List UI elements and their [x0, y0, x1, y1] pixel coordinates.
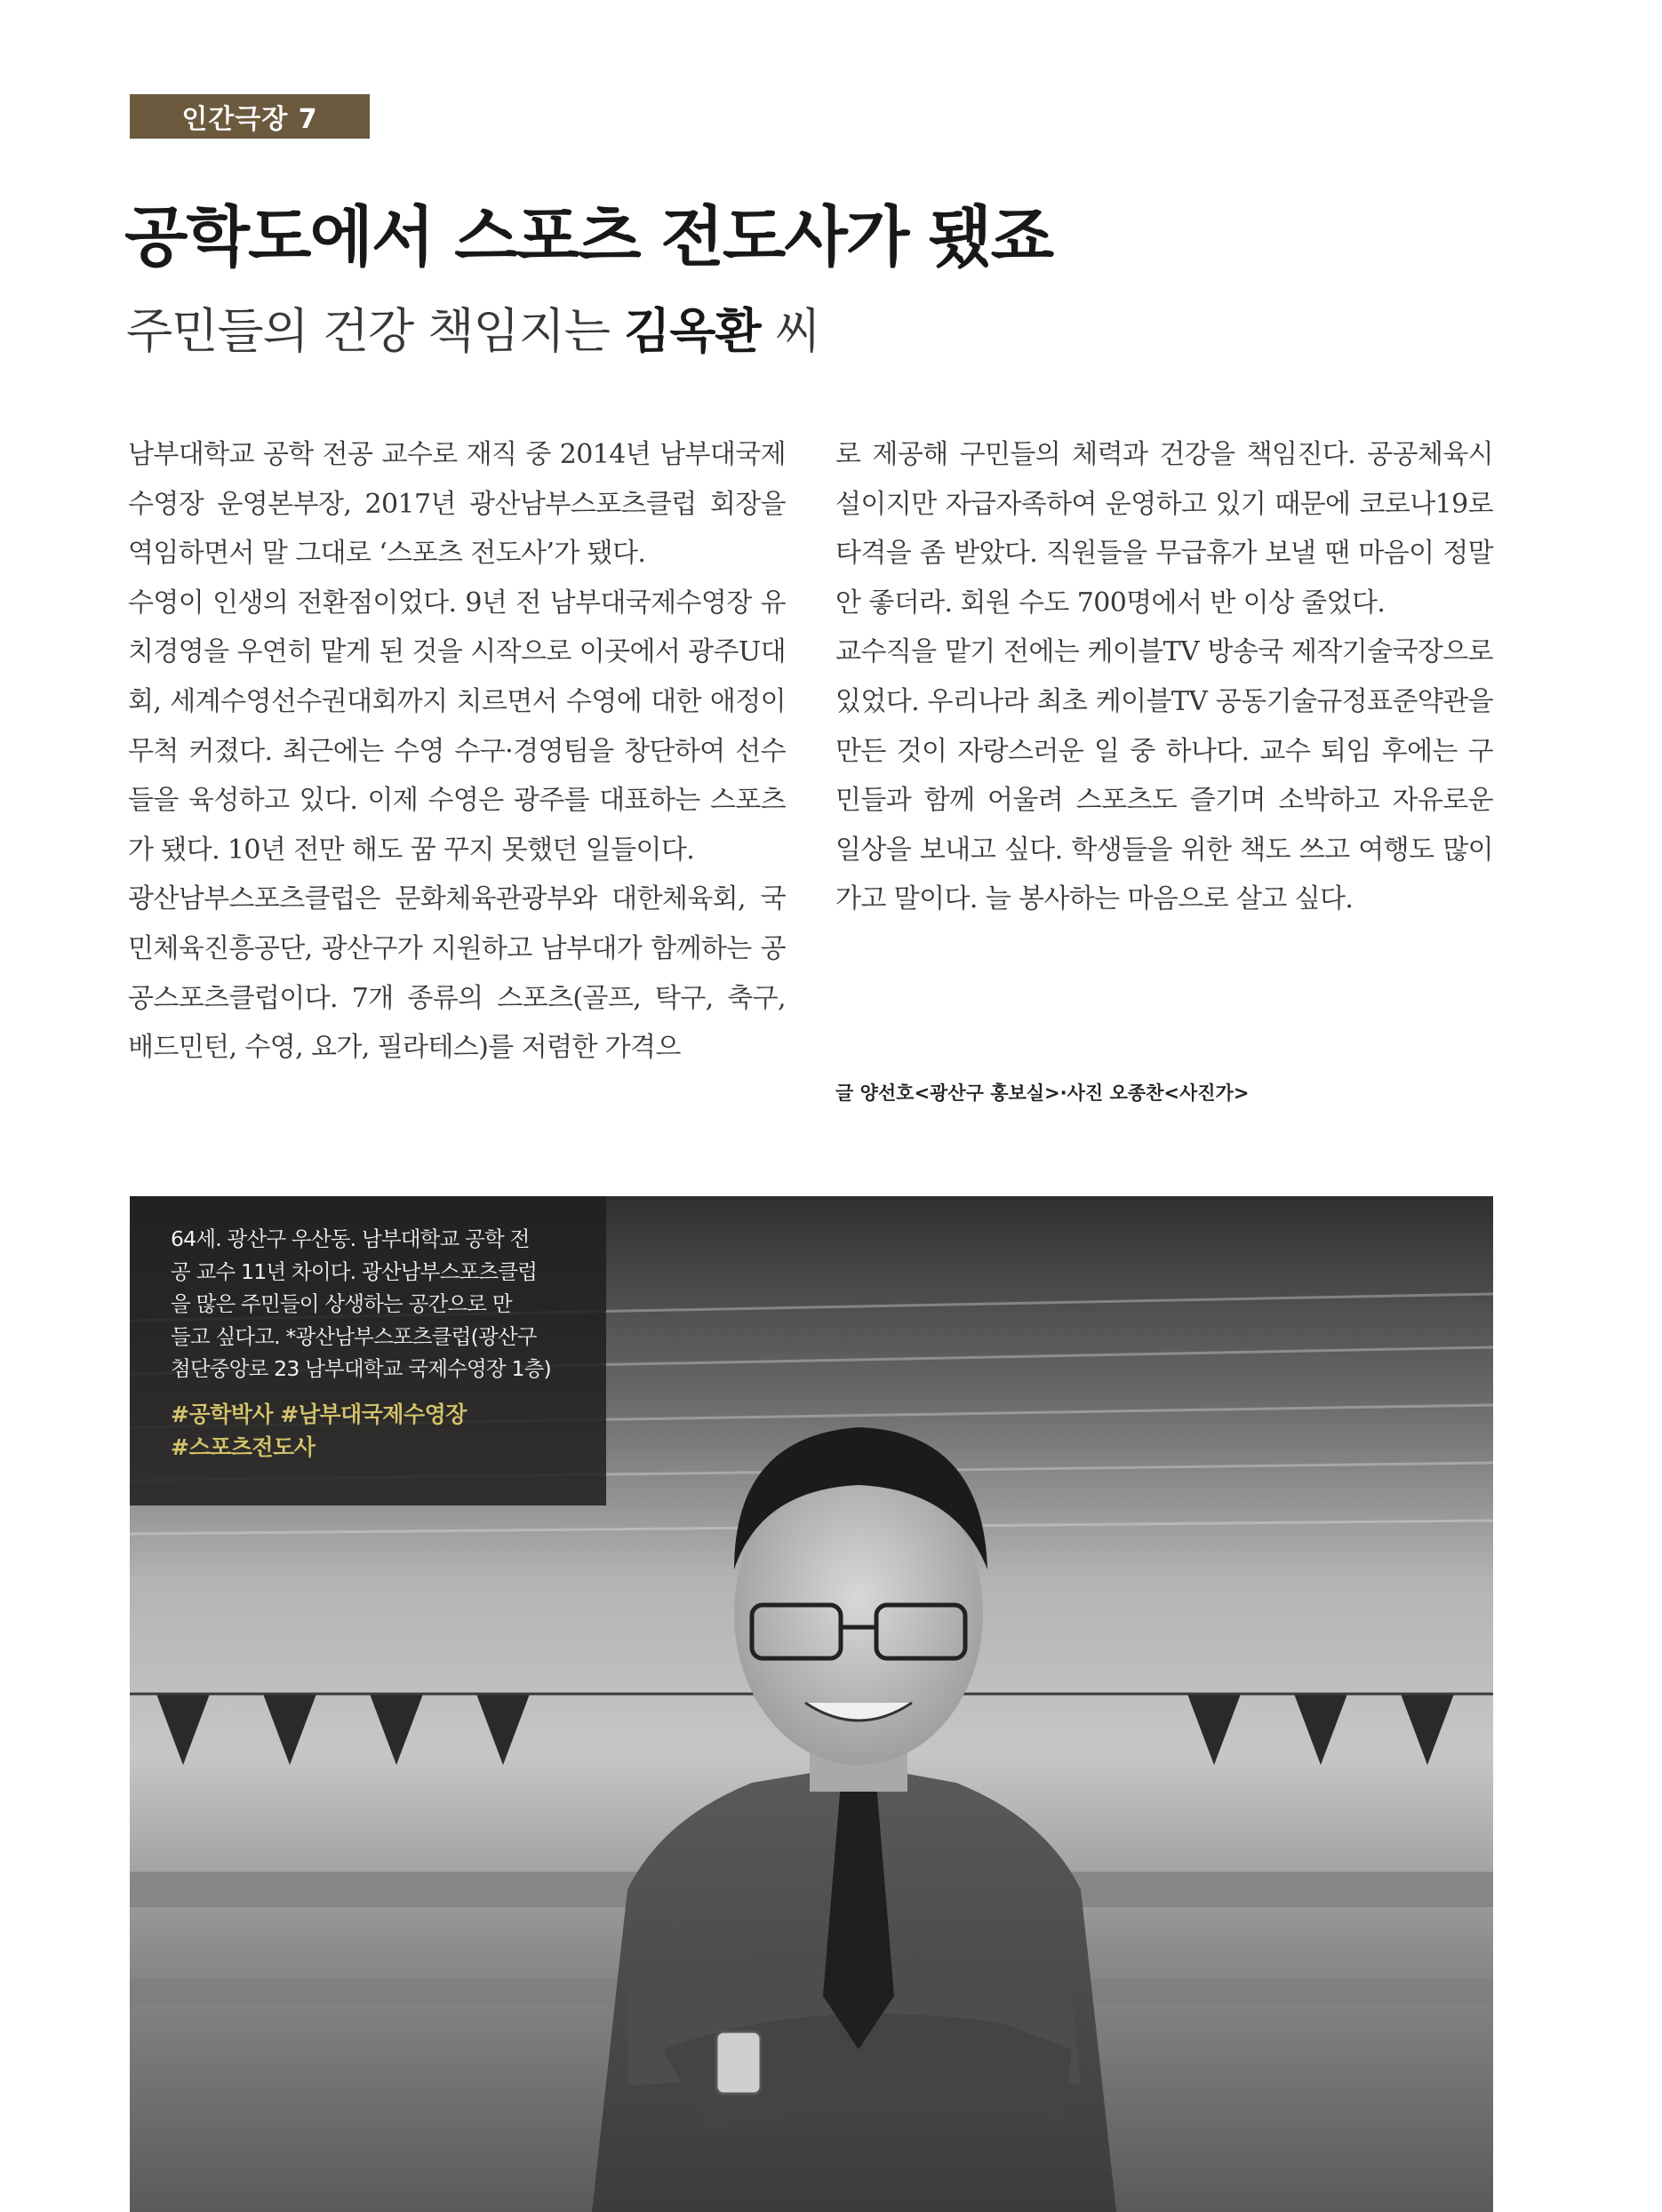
- body-paragraph: 남부대학교 공학 전공 교수로 재직 중 2014년 남부대국제수영장 운영본부장, 2017년 광산남부스포츠클럽 회장을 역임하면서 말 그대로 ‘스포츠 전도사’가 됐다.: [128, 439, 786, 570]
- caption-line: 공 교수 11년 차이다. 광산남부스포츠클럽: [171, 1258, 538, 1284]
- photo-caption-box: [130, 1196, 606, 1505]
- headline: 공학도에서 스포츠 전도사가 됐죠: [124, 199, 1053, 276]
- subhead: [126, 300, 1548, 363]
- caption-hashtags: [171, 1398, 585, 1464]
- hashtag-line: #스포츠전도사: [171, 1433, 316, 1460]
- byline: 글 양선호<광산구 홍보실>·사진 오종찬<사진가>: [835, 1082, 1250, 1104]
- body-paragraph: 광산남부스포츠클럽은 문화체육관광부와 대한체육회, 국민체육진흥공단, 광산구가 지원하고 남부대가 함께하는 공공스포츠클럽이다. 7개 종류의 스포츠(골프, 탁구, 축구, 배드민턴, 수영, 요가, 필라테스)를 저렴한 가격으: [128, 883, 786, 1064]
- subhead-lead: 주민들의 건강 책임지는: [126, 303, 625, 359]
- body-column-left: [128, 430, 786, 1073]
- caption-line: 을 많은 주민들이 상생하는 공간으로 만: [171, 1291, 512, 1316]
- body-column-right: [835, 430, 1493, 924]
- caption-line: 들고 싶다고. *광산남부스포츠클럽(광산구: [171, 1323, 537, 1349]
- body-paragraph: 수영이 인생의 전환점이었다. 9년 전 남부대국제수영장 유치경영을 우연히 맡게 된 것을 시작으로 이곳에서 광주U대회, 세계수영선수권대회까지 치르면서 수영에 대한 애정이 무척 커졌다. 최근에는 수영 수구·경영팀을 창단하여 선수들을 육성하고 있다. 이제 수영은 광주를 대표하는 스포츠가 됐다. 10년 전만 해도 꿈 꾸지 못했던 일들이다.: [128, 587, 786, 866]
- caption-text: [171, 1223, 585, 1385]
- section-tag: 인간극장 7: [130, 94, 370, 139]
- caption-line: 첨단중앙로 23 남부대학교 국제수영장 1층): [171, 1356, 551, 1381]
- body-paragraph: 교수직을 맡기 전에는 케이블TV 방송국 제작기술국장으로 있었다. 우리나라 최초 케이블TV 공동기술규정표준약관을 만든 것이 자랑스러운 일 중 하나다. 교수 퇴임 후에는 구민들과 함께 어울려 스포츠도 즐기며 소박하고 자유로운 일상을 보내고 싶다. 학생들을 위한 책도 쓰고 여행도 많이 가고 말이다. 늘 봉사하는 마음으로 살고 싶다.: [835, 636, 1493, 915]
- body-paragraph: 로 제공해 구민들의 체력과 건강을 책임진다. 공공체육시설이지만 자급자족하여 운영하고 있기 때문에 코로나19로 타격을 좀 받았다. 직원들을 무급휴가 보낼 땐 마음이 정말 안 좋더라. 회원 수도 700명에서 반 이상 줄었다.: [835, 439, 1493, 619]
- caption-line: 64세. 광산구 우산동. 남부대학교 공학 전: [171, 1226, 530, 1251]
- subject-name: 김옥환: [624, 303, 761, 359]
- hashtag-line: #공학박사 #남부대국제수영장: [171, 1401, 467, 1427]
- subhead-tail: 씨: [760, 303, 820, 359]
